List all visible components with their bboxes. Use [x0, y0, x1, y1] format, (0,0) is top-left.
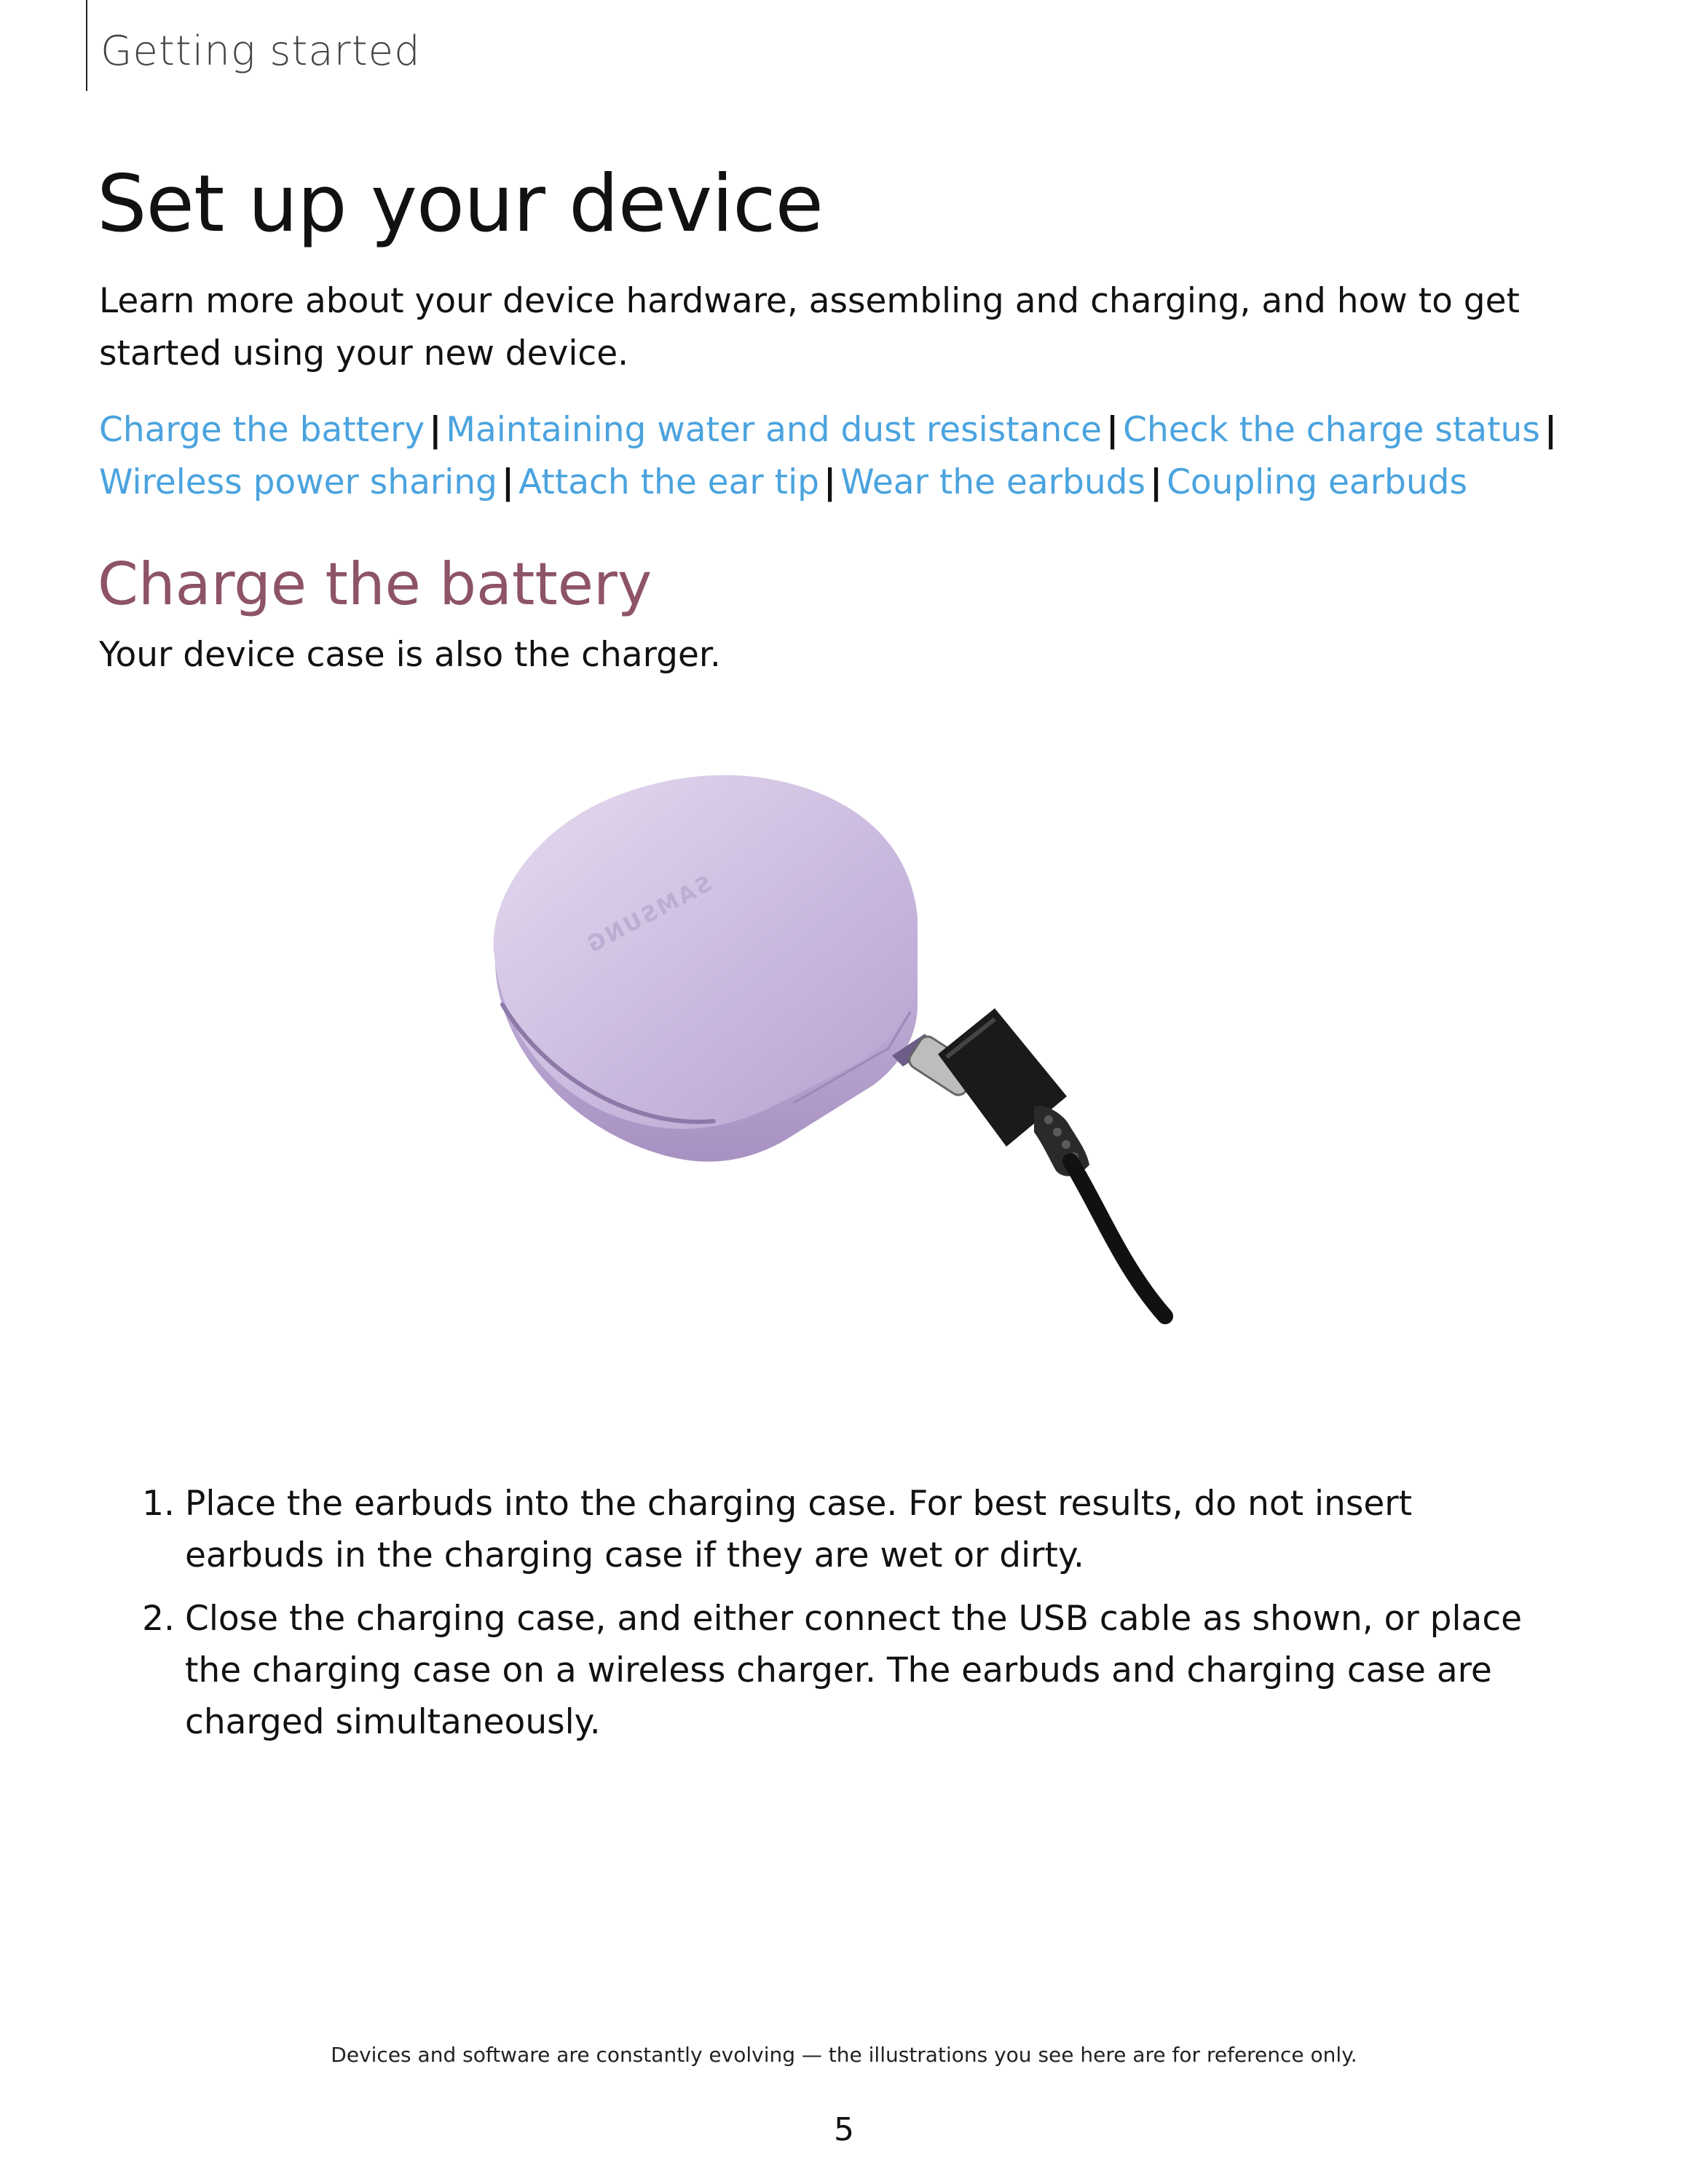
topic-links-row-1 [99, 404, 1628, 456]
link-wear-the-earbuds[interactable]: Wear the earbuds [840, 462, 1145, 502]
section-description: Your device case is also the charger. [99, 635, 721, 675]
page-title: Set up your device [97, 159, 823, 250]
link-separator: | [429, 410, 442, 450]
topic-links-row-2 [99, 456, 1628, 509]
link-water-dust-resistance[interactable]: Maintaining water and dust resistance [446, 410, 1102, 450]
step-text: Close the charging case, and either connect the USB cable as shown, or place the charging case on a wireless charger. The earbuds and charging case are charged simultaneously. [185, 1599, 1523, 1742]
step-number: 2. [142, 1599, 175, 1639]
usb-cable [1070, 1161, 1165, 1316]
footer-note: Devices and software are constantly evolving — the illustrations you see here are for reference only. [331, 2043, 1357, 2067]
list-item [131, 1593, 1558, 1748]
link-separator: | [1544, 410, 1557, 450]
section-label: Getting started [100, 28, 421, 75]
section-heading-charge-battery: Charge the battery [98, 550, 652, 618]
link-separator: | [1106, 410, 1119, 450]
section-rule [86, 0, 87, 91]
link-separator: | [501, 462, 515, 502]
steps-list [131, 1478, 1558, 1760]
list-item [131, 1478, 1558, 1581]
charging-case-illustration [481, 772, 1209, 1398]
link-coupling-earbuds[interactable]: Coupling earbuds [1167, 462, 1467, 502]
intro-paragraph: Learn more about your device hardware, assembling and charging, and how to get started using your new device. [99, 281, 1520, 373]
link-charge-the-battery[interactable]: Charge the battery [99, 410, 425, 450]
step-number: 1. [142, 1484, 175, 1524]
case-brand-text: SAMSUNG [581, 871, 717, 959]
link-attach-ear-tip[interactable]: Attach the ear tip [518, 462, 819, 502]
link-separator: | [824, 462, 837, 502]
step-text: Place the earbuds into the charging case. For best results, do not insert earbuds in the charging case if they are wet or dirty. [185, 1484, 1413, 1575]
link-check-charge-status[interactable]: Check the charge status [1123, 410, 1540, 450]
link-separator: | [1149, 462, 1163, 502]
page-number: 5 [834, 2111, 854, 2148]
link-wireless-power-sharing[interactable]: Wireless power sharing [99, 462, 497, 502]
